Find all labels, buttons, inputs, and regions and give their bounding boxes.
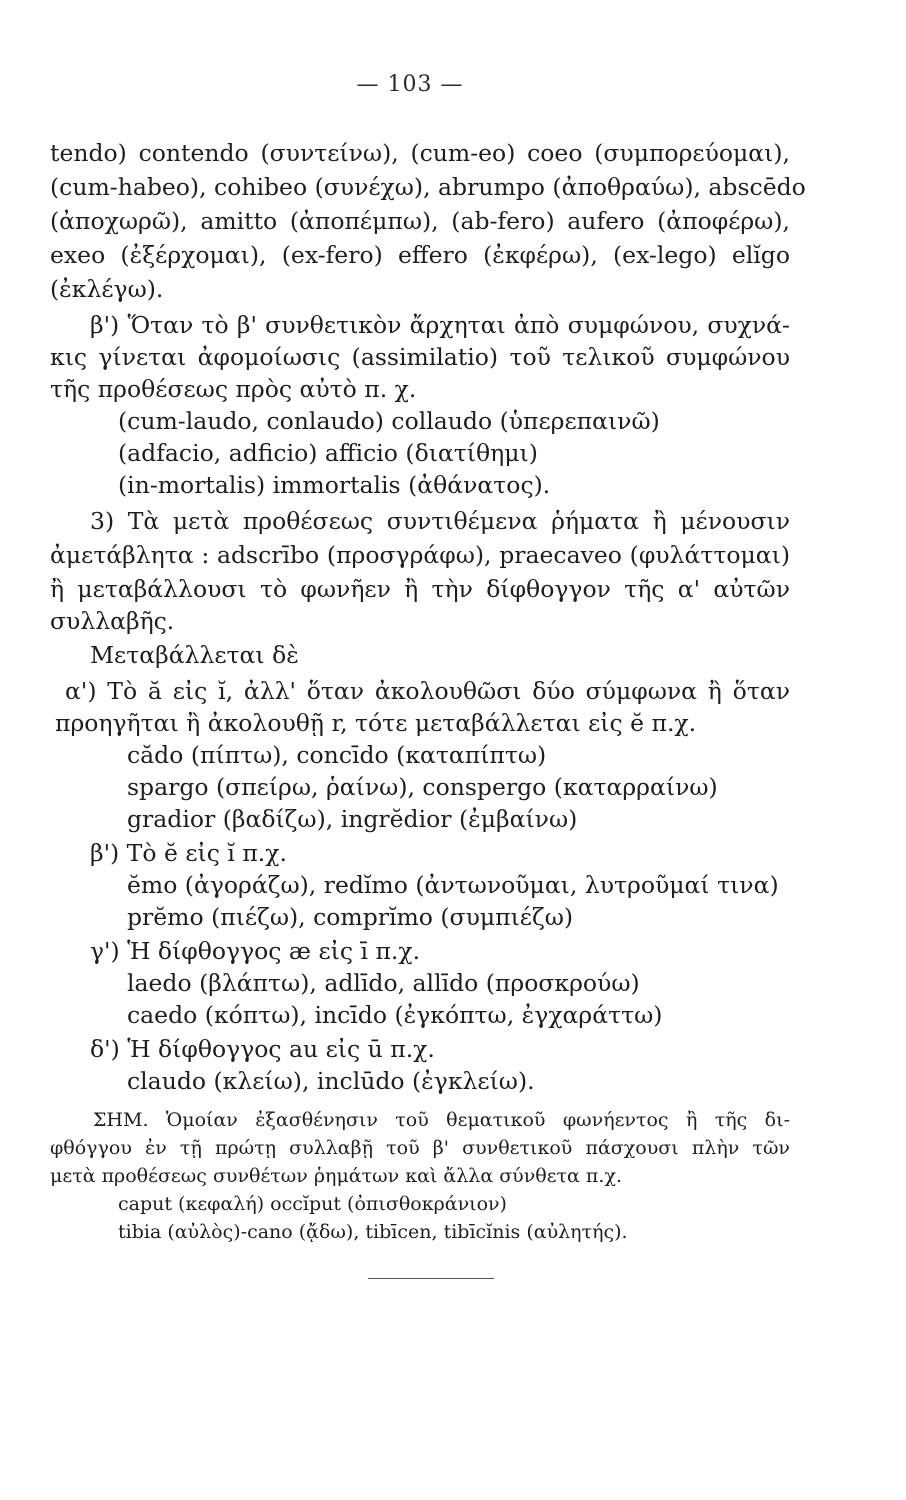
text-line: ἢ μεταβάλλουσι τὸ φωνῆεν ἢ τὴν δίφθογγον τῆς α' αὐτῶν xyxy=(50,575,790,603)
footnote-line: caput (κεφαλή) occĭput (ὀπισθοκράνιον) xyxy=(118,1193,507,1215)
text-line: spargo (σπείρω, ῥαίνω), conspergo (καταρραίνω) xyxy=(127,773,718,801)
page-number: — 103 — xyxy=(356,72,464,97)
text-line: κις γίνεται ἀφομοίωσις (assimilatio) τοῦ τελικοῦ συμφώνου xyxy=(50,343,790,371)
text-line: β') Τὸ ĕ εἰς ĭ π.χ. xyxy=(90,839,287,867)
text-line: ĕmo (ἀγοράζω), redĭmo (ἀντωνοῦμαι, λυτροῦμαί τινα) xyxy=(127,871,779,899)
text-line: 3) Τὰ μετὰ προθέσεως συντιθέμενα ῥήματα ἢ μένουσιν xyxy=(90,507,790,535)
text-line: γ') Ἡ δίφθογγος æ εἰς ī π.χ. xyxy=(90,937,421,965)
text-line: ἀμετάβλητα : adscrībo (προσγράφω), praecaveo (φυλάττομαι) xyxy=(50,541,790,569)
text-line: claudo (κλείω), inclūdo (ἐγκλείω). xyxy=(127,1067,535,1095)
text-line: laedo (βλάπτω), adlīdo, allīdo (προσκρούω) xyxy=(127,969,640,997)
text-line: τῆς προθέσεως πρὸς αὐτὸ π. χ. xyxy=(50,375,417,403)
text-line: Μεταβάλλεται δὲ xyxy=(90,641,299,669)
footnote-line: ΣΗΜ. Ὁμοίαν ἐξασθένησιν τοῦ θεματικοῦ φωνήεντος ἢ τῆς δι- xyxy=(93,1109,790,1131)
text-line: gradior (βαδίζω), ingrĕdior (ἐμβαίνω) xyxy=(127,805,578,833)
text-line: cădo (πίπτω), concīdo (καταπίπτω) xyxy=(127,741,547,769)
text-line: (cum-laudo, conlaudo) collaudo (ὑπερεπαινῶ) xyxy=(118,407,660,435)
text-line: δ') Ἡ δίφθογγος au εἰς ū π.χ. xyxy=(90,1035,435,1063)
text-line: (ἐκλέγω). xyxy=(50,275,164,303)
footnote-line: μετὰ προθέσεως συνθέτων ῥημάτων καὶ ἄλλα σύνθετα π.χ. xyxy=(50,1165,623,1187)
footnote-line: φθόγγου ἐν τῇ πρώτῃ συλλαβῇ τοῦ β' συνθετικοῦ πάσχουσι πλὴν τῶν xyxy=(50,1137,790,1159)
footnote-line: tibia (αὐλὸς)-cano (ᾄδω), tibīcen, tibīcĭnis (αὐλητής). xyxy=(118,1221,628,1243)
text-line: α') Τὸ ă εἰς ĭ, ἀλλ' ὅταν ἀκολουθῶσι δύο σύμφωνα ἢ ὅταν xyxy=(65,677,790,705)
text-line: prĕmo (πιέζω), comprĭmo (συμπιέζω) xyxy=(127,903,574,931)
text-line: (adfacio, adficio) afficio (διατίθημι) xyxy=(118,439,538,467)
text-line: συλλαβῆς. xyxy=(50,607,175,635)
text-line: (in-mortalis) immortalis (ἀθάνατος). xyxy=(118,471,551,499)
text-line: tendo) contendo (συντείνω), (cum-eo) coeo (συμπορεύομαι), xyxy=(50,139,790,167)
text-line: (cum-habeo), cohibeo (συνέχω), abrumpo (ἀποθραύω), abscēdo xyxy=(50,173,806,201)
text-line: caedo (κόπτω), incīdo (ἐγκόπτω, ἐγχαράττω) xyxy=(127,1001,663,1029)
text-line: (ἀποχωρῶ), amitto (ἀποπέμπω), (ab-fero) aufero (ἀποφέρω), xyxy=(50,207,790,235)
text-line: exeo (ἐξέρχομαι), (ex-fero) effero (ἐκφέρω), (ex-lego) elĭgo xyxy=(50,241,790,269)
text-line: προηγῆται ἢ ἀκολουθῇ r, τότε μεταβάλλεται εἰς ĕ π.χ. xyxy=(55,709,697,737)
text-line: β') Ὅταν τὸ β' συνθετικὸν ἄρχηται ἀπὸ συμφώνου, συχνά- xyxy=(90,311,790,339)
end-rule xyxy=(368,1278,494,1279)
